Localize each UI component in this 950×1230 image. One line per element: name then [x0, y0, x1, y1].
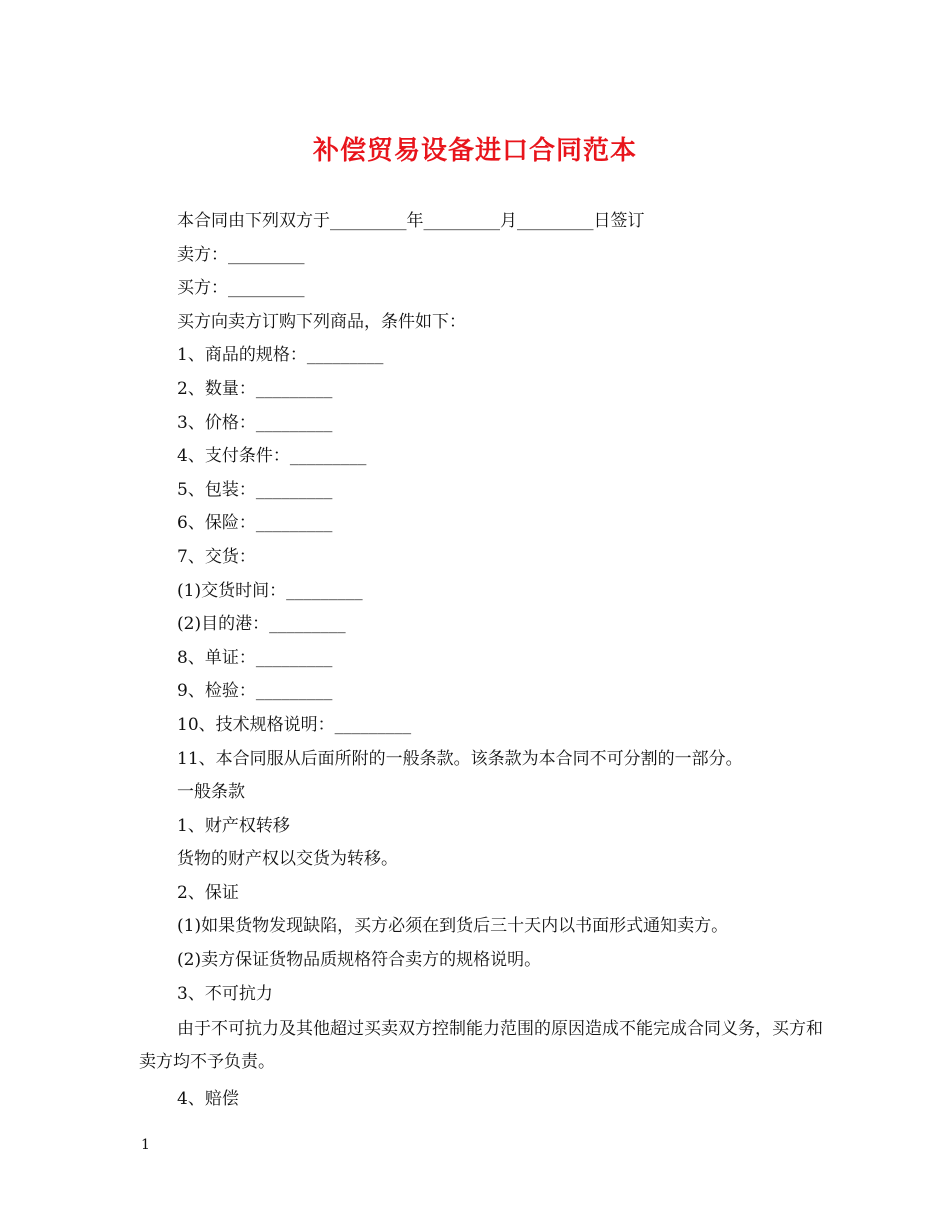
text-line: 8、单证：_________ — [177, 647, 333, 668]
force-majeure-paragraph: 由于不可抗力及其他超过买卖双方控制能力范围的原因造成不能完成合同义务，买方和卖方均不予负责。 — [139, 1019, 823, 1073]
text-line: 6、保险：_________ — [177, 513, 333, 534]
text-line: 买方：_________ — [177, 278, 305, 299]
text-line: 3、价格：_________ — [177, 412, 333, 433]
text-line: 7、交货： — [177, 546, 256, 567]
clause-heading: 4、赔偿 — [177, 1089, 239, 1110]
text-line: 1、商品的规格：_________ — [177, 345, 384, 366]
clause-heading: 2、保证 — [177, 882, 239, 903]
section-heading: 一般条款 — [177, 782, 245, 803]
clause-heading: 3、不可抗力 — [177, 983, 273, 1004]
text-line: 卖方：_________ — [177, 244, 305, 265]
text-line: (2)卖方保证货物品质规格符合卖方的规格说明。 — [177, 950, 542, 971]
text-line: 本合同由下列双方于_________年_________月_________日签订 — [177, 211, 645, 231]
text-line: 5、包装：_________ — [177, 479, 333, 500]
text-line: 10、技术规格说明：_________ — [177, 714, 412, 735]
text-line: (1)如果货物发现缺陷，买方必须在到货后三十天内以书面形式通知卖方。 — [177, 916, 729, 937]
text-line: 2、数量：_________ — [177, 378, 333, 399]
text-line: (2)目的港：_________ — [177, 614, 346, 635]
text-line: 9、检验：_________ — [177, 681, 333, 702]
clause-heading: 1、财产权转移 — [177, 815, 290, 836]
text-line: 货物的财产权以交货为转移。 — [177, 849, 398, 870]
document-title: 补偿贸易设备进口合同范本 — [312, 136, 637, 166]
text-line: (1)交货时间：_________ — [177, 580, 363, 601]
text-line: 买方向卖方订购下列商品，条件如下： — [177, 311, 466, 332]
text-line: 11、本合同服从后面所附的一般条款。该条款为本合同不可分割的一部分。 — [177, 748, 743, 769]
text-line: 4、支付条件：_________ — [177, 446, 367, 467]
page-number: 1 — [141, 1137, 150, 1153]
document-body — [139, 205, 839, 1117]
